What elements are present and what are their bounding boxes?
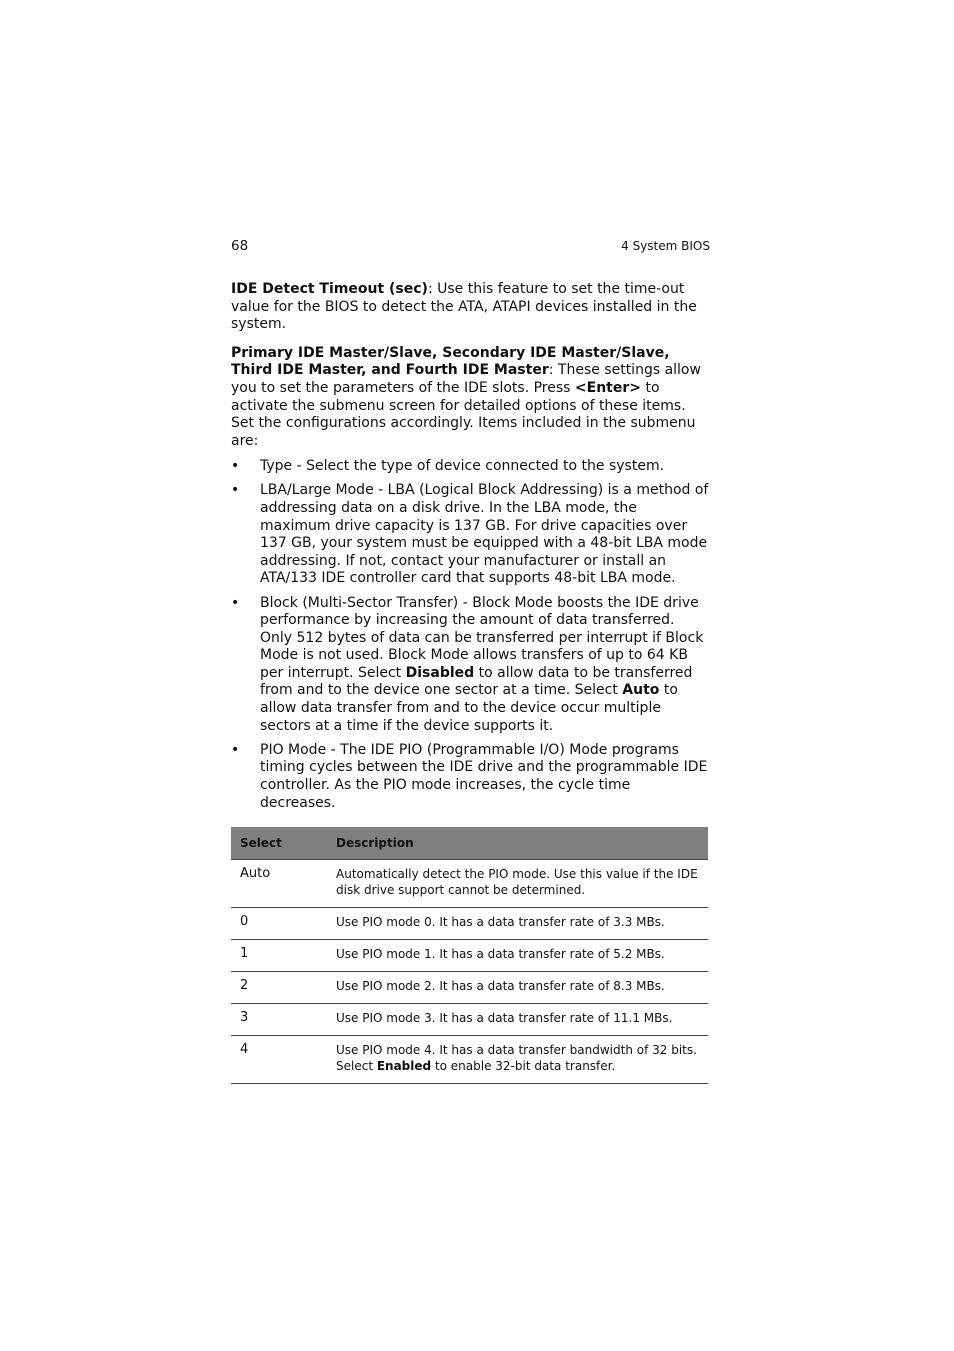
table-row [231,908,708,940]
cell-select: 1 [231,940,327,972]
table-row [231,1036,708,1084]
bullet-icon: • [231,482,240,499]
term-ide-master-slave: Primary IDE Master/Slave, Secondary IDE Master/Slave, Third IDE Master, and Fourth IDE Master [231,344,670,379]
cell-select: 3 [231,1004,327,1036]
term-ide-detect-timeout: IDE Detect Timeout (sec) [231,281,428,297]
bullet-icon: • [231,741,240,758]
column-header-select: Select [231,827,327,860]
table-row [231,972,708,1004]
term-enabled: Enabled [376,1059,432,1074]
list-item-lba-mode: • LBA/Large Mode - LBA (Logical Block Addressing) is a method of addressing data on a disk drive. In the LBA mode, the maximum drive capacity is 137 GB. For drive capacities over 137 GB, your system must be equipped with a 48-bit LBA mode addressing. If not, contact your manufacturer or install an ATA/133 IDE controller card that supports 48-bit LBA mode. [231,482,709,587]
cell-description: Use PIO mode 1. It has a data transfer rate of 5.2 MBs. [327,940,708,972]
para1-text: : Use this feature to set the time-out value for the BIOS to detect the ATA, ATAPI devices installed in the system. [231,281,697,333]
ide-detect-timeout-paragraph [231,281,710,334]
key-enter: <Enter> [574,379,642,396]
table-header-row [231,827,708,860]
chapter-title: 4 System BIOS [621,239,710,253]
cell-description: Use PIO mode 4. It has a data transfer bandwidth of 32 bits. Select Enabled to enable 32-bit data transfer. [327,1036,708,1084]
page-number: 68 [231,238,249,254]
list-item-type: • Type - Select the type of device connected to the system. [231,458,665,475]
cell-select: 4 [231,1036,327,1084]
table-row [231,940,708,972]
page-header [231,236,710,258]
pio-mode-table [231,827,708,1084]
para2-text-1: : These settings allow you to set the parameters of the IDE slots. Press [231,362,701,396]
cell-description: Use PIO mode 2. It has a data transfer rate of 8.3 MBs. [327,972,708,1004]
bullet-icon: • [231,458,240,475]
para2-text-2: to activate the submenu screen for detailed options of these items. Set the configurations accordingly. Items included in the submenu are: [231,379,696,449]
cell-select: 0 [231,908,327,940]
ide-master-slave-paragraph [231,345,710,451]
cell-description: Automatically detect the PIO mode. Use this value if the IDE disk drive support cannot be determined. [327,860,708,908]
submenu-items-list [231,458,710,812]
list-item-pio-mode: • PIO Mode - The IDE PIO (Programmable I/O) Mode programs timing cycles between the IDE drive and the programmable IDE controller. As the PIO mode increases, the cycle time decreases. [231,741,708,811]
document-page [231,236,710,1084]
cell-description: Use PIO mode 0. It has a data transfer rate of 3.3 MBs. [327,908,708,940]
term-disabled: Disabled [405,664,475,681]
cell-select: 2 [231,972,327,1004]
list-item-block-mode: • Block (Multi-Sector Transfer) - Block Mode boosts the IDE drive performance by increasing the amount of data transferred. Only 512 bytes of data can be transferred per interrupt if Block Mode is not used. Block Mode allows transfers of up to 64 KB per interrupt. Select Disabled to allow data to be transferred from and to the device one sector at a time. Select Auto to allow data transfer from and to the device occur multiple sectors at a time if the device supports it. [231,594,704,734]
table-row [231,860,708,908]
cell-select: Auto [231,860,327,908]
term-auto: Auto [622,682,660,699]
table-row [231,1004,708,1036]
cell-description: Use PIO mode 3. It has a data transfer rate of 11.1 MBs. [327,1004,708,1036]
column-header-description: Description [327,827,708,860]
bullet-icon: • [231,594,240,611]
